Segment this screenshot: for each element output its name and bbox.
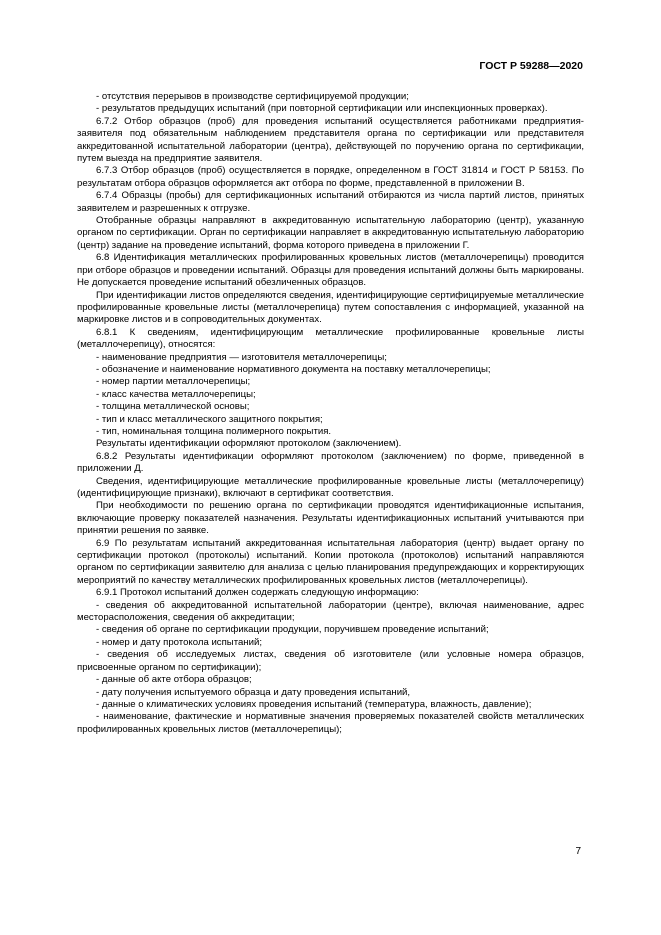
list-item: - номер партии металлочерепицы; [96, 376, 251, 388]
list-item: - отсутствия перерывов в производстве сертифицируемой продукции; [96, 91, 409, 102]
list-item: - наименование, фактические и нормативные значения проверяемых показателей свойств металлических профилированных кровельных листов (металлочерепицы); [77, 711, 584, 735]
list-item: - класс качества металлочерепицы; [96, 388, 256, 400]
paragraph: Сведения, идентифицирующие металлические профилированные кровельные листы (металлочерепицу) (идентифицирующие признаки), включают в сертификат соответствия. [77, 475, 584, 499]
list-item: - наименование предприятия — изготовителя металлочерепицы; [96, 351, 387, 363]
list-item: - номер и дату протокола испытаний; [96, 636, 262, 648]
paragraph-6-8: 6.8 Идентификация металлических профилированных кровельных листов (металлочерепицы) проводится при отборе образцов и проведении испытаний. Образцы для проведения испытаний должны быть маркированы. Не допускается проведение испытаний обезличенных образцов. [77, 252, 584, 289]
paragraph-6-9-1: 6.9.1 Протокол испытаний должен содержать следующую информацию: [96, 587, 419, 599]
list-item: - дату получения испытуемого образца и дату проведения испытаний, [96, 686, 411, 698]
list-item: - сведения об исследуемых листах, сведения об изготовителе (или условные номера образцов, присвоенные органом по сертификации); [77, 649, 584, 673]
paragraph: При необходимости по решению органа по сертификации проводятся идентификационные испытания, включающие проверку показателей назначения. Результаты идентификационных испытаний учитываются при принятии решения по заявке. [77, 500, 584, 537]
list-item: - сведения об органе по сертификации продукции, поручившем проведение испытаний; [96, 624, 489, 636]
list-item: - обозначение и наименование нормативного документа на поставку металлочерепицы; [96, 363, 491, 375]
paragraph: Результаты идентификации оформляют протоколом (заключением). [96, 438, 402, 450]
paragraph-6-7-3: 6.7.3 Отбор образцов (проб) осуществляется в порядке, определенном в ГОСТ 31814 и ГОСТ Р 58153. По результатам отбора образцов оформляется акт отбора по форме, представленной в приложении В. [77, 165, 584, 189]
list-item: - толщина металлической основы; [96, 401, 250, 413]
list-item: - тип и класс металлического защитного покрытия; [96, 413, 323, 425]
standard-designation: ГОСТ Р 59288—2020 [479, 60, 583, 72]
list-item: - результатов предыдущих испытаний (при повторной сертификации или инспекционных проверках). [96, 103, 548, 115]
list-item: - тип, номинальная толщина полимерного покрытия. [96, 425, 332, 437]
list-item: - сведения об аккредитованной испытательной лаборатории (центре), включая наименование, адрес месторасположения, сведения об аккредитации; [77, 599, 584, 624]
paragraph-6-7-4: 6.7.4 Образцы (пробы) для сертификационных испытаний отбираются из числа партий листов, принятых заявителем и разрешенных к отгрузке. [77, 190, 584, 214]
paragraph-6-8-1: 6.8.1 К сведениям, идентифицирующим металлические профилированные кровельные листы (металлочерепицу), относятся: [77, 326, 584, 351]
list-item: - данные о климатических условиях проведения испытаний (температура, влажность, давление); [96, 698, 532, 710]
paragraph: При идентификации листов определяются сведения, идентифицирующие сертифицируемые металлические профилированные кровельные листы (металлочерепица) путем сопоставления с информацией, указанной на маркировке листов и в сопроводительных документах. [77, 289, 584, 326]
document-body [77, 91, 584, 736]
paragraph-6-9: 6.9 По результатам испытаний аккредитованная испытательная лаборатория (центр) выдает органу по сертификации протокол (протоколы) испытаний. Копии протокола (протоколов) испытаний направляются органом по сертификации заявителю для анализа с целью планирования предупреждающих и корректирующих мероприятий по качеству металлических профилированных кровельных листов (металлочерепицы). [77, 537, 584, 586]
paragraph-6-8-2: 6.8.2 Результаты идентификации оформляют протоколом (заключением) по форме, приведенной в приложении Д. [77, 450, 584, 475]
page-number: 7 [575, 846, 581, 857]
list-item: - данные об акте отбора образцов; [96, 674, 252, 686]
paragraph: Отобранные образцы направляют в аккредитованную испытательную лабораторию (центр), указанную органом по сертификации. Орган по сертификации направляет в аккредитованную испытательную лабораторию (центр) задание на проведение испытаний, форма которого приведена в приложении Г. [77, 215, 584, 251]
paragraph-6-7-2: 6.7.2 Отбор образцов (проб) для проведения испытаний осуществляется работниками предприятия-заявителя под обязательным наблюдением представителя органа по сертификации или представителя аккредитованной испытательной лаборатории (центра), действующей по поручению органа по сертификации, путем выезда на предприятие заявителя. [77, 115, 584, 165]
